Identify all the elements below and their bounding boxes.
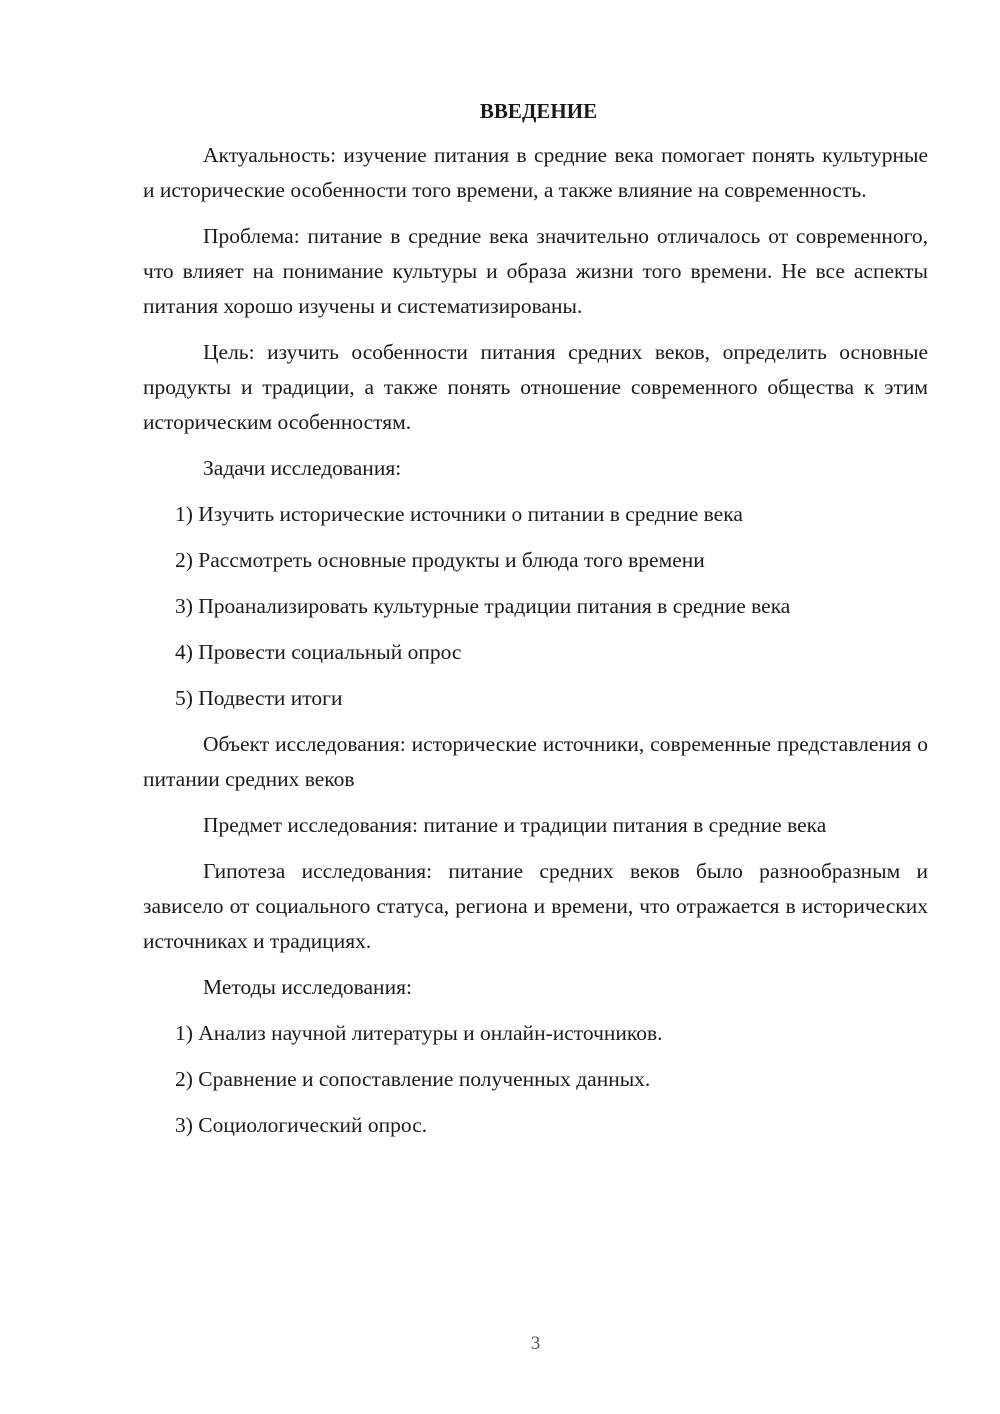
method-item: 1) Анализ научной литературы и онлайн-источников.	[175, 1021, 663, 1045]
relevance-paragraph: Актуальность: изучение питания в средние века помогает понять культурные и исторические особенности того времени, а также влияние на современность.	[143, 143, 928, 202]
task-item: 1) Изучить исторические источники о питании в средние века	[175, 502, 743, 526]
tasks-heading: Задачи исследования:	[203, 456, 402, 480]
method-item: 3) Социологический опрос.	[175, 1113, 428, 1137]
method-item: 2) Сравнение и сопоставление полученных данных.	[175, 1067, 651, 1091]
goal-paragraph: Цель: изучить особенности питания средних веков, определить основные продукты и традиции, а также понять отношение современного общества к этим историческим особенностям.	[143, 340, 928, 434]
task-item: 2) Рассмотреть основные продукты и блюда того времени	[175, 548, 705, 572]
object-paragraph: Объект исследования: исторические источники, современные представления о питании средних веков	[143, 732, 928, 791]
task-item: 3) Проанализировать культурные традиции питания в средние века	[175, 594, 791, 618]
methods-heading: Методы исследования:	[203, 975, 412, 999]
task-item: 5) Подвести итоги	[175, 686, 343, 710]
problem-paragraph: Проблема: питание в средние века значительно отличалось от современного, что влияет на понимание культуры и образа жизни того времени. Не все аспекты питания хорошо изучены и систематизированы.	[143, 224, 928, 318]
document-page	[143, 96, 928, 1143]
page-title: ВВЕДЕНИЕ	[479, 99, 598, 123]
hypothesis-paragraph: Гипотеза исследования: питание средних веков было разнообразным и зависело от социального статуса, региона и времени, что отражается в исторических источниках и традициях.	[143, 859, 928, 953]
task-item: 4) Провести социальный опрос	[175, 640, 462, 664]
subject-paragraph: Предмет исследования: питание и традиции питания в средние века	[203, 813, 827, 837]
page-number: 3	[530, 1333, 541, 1354]
